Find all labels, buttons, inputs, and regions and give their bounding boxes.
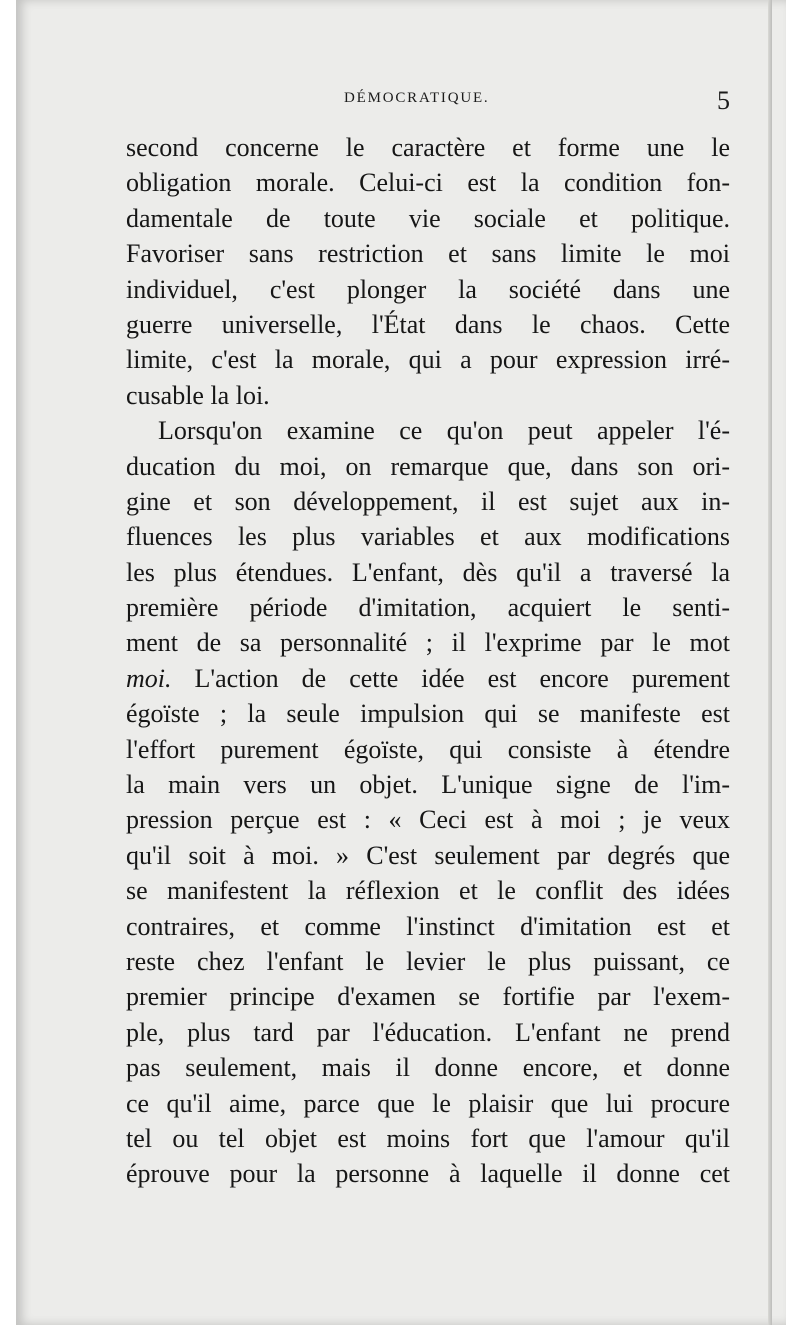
paragraph-start-line: Lorsqu'on examine ce qu'on peut appeler l'é- xyxy=(158,416,730,446)
text-line: qu'il soit à moi. » C'est seulement par degrés que xyxy=(126,840,730,870)
text-line: limite, c'est la morale, qui a pour expression irré- xyxy=(126,345,730,375)
italic-word: moi. xyxy=(126,663,172,693)
text-line: ment de sa personnalité ; il l'exprime par le mot xyxy=(126,628,730,658)
text-line: ducation du moi, on remarque que, dans son ori- xyxy=(126,451,730,481)
text-line xyxy=(126,661,730,696)
body-text xyxy=(126,130,730,1192)
text-line: Favoriser sans restriction et sans limite le moi xyxy=(126,239,730,269)
text-line: se manifestent la réflexion et le conflit des idées xyxy=(126,876,730,906)
text-line: gine et son développement, il est sujet aux in- xyxy=(126,486,730,516)
text-line: individuel, c'est plonger la société dans une xyxy=(126,274,730,304)
text-line: fluences les plus variables et aux modifications xyxy=(126,522,730,552)
text-line: obligation morale. Celui-ci est la condition fon- xyxy=(126,168,730,198)
text-line: la main vers un objet. L'unique signe de l'im- xyxy=(126,770,730,800)
page-header xyxy=(116,86,730,116)
text-line: ple, plus tard par l'éducation. L'enfant ne prend xyxy=(126,1017,730,1047)
text-line: guerre universelle, l'État dans le chaos. Cette xyxy=(126,309,730,339)
text-line: reste chez l'enfant le levier le plus puissant, ce xyxy=(126,946,730,976)
page-number: 5 xyxy=(717,86,730,115)
text-line: pression perçue est : « Ceci est à moi ; je veux xyxy=(126,805,730,835)
text-line: contraires, et comme l'instinct d'imitation est et xyxy=(126,911,730,941)
text-line: pas seulement, mais il donne encore, et donne xyxy=(126,1053,730,1083)
running-title: DÉMOCRATIQUE. xyxy=(344,90,490,106)
text-line: tel ou tel objet est moins fort que l'amour qu'il xyxy=(126,1123,730,1153)
text-line: ce qu'il aime, parce que le plaisir que lui procure xyxy=(126,1088,730,1118)
text-line: première période d'imitation, acquiert le senti- xyxy=(126,593,730,623)
line-text: L'action de cette idée est encore purement xyxy=(194,663,731,693)
text-line: égoïste ; la seule impulsion qui se manifeste est xyxy=(126,699,730,729)
text-line: l'effort purement égoïste, qui consiste à étendre xyxy=(126,734,730,764)
text-line: éprouve pour la personne à laquelle il donne cet xyxy=(126,1159,730,1189)
text-line: second concerne le caractère et forme une le xyxy=(126,133,730,162)
page-edge xyxy=(768,0,772,1325)
text-line: premier principe d'examen se fortifie par l'exem- xyxy=(126,982,730,1012)
paragraph-end-line: cusable la loi. xyxy=(126,380,270,410)
text-line: les plus étendues. L'enfant, dès qu'il a traversé la xyxy=(126,557,730,587)
text-line: damentale de toute vie sociale et politique. xyxy=(126,203,730,233)
